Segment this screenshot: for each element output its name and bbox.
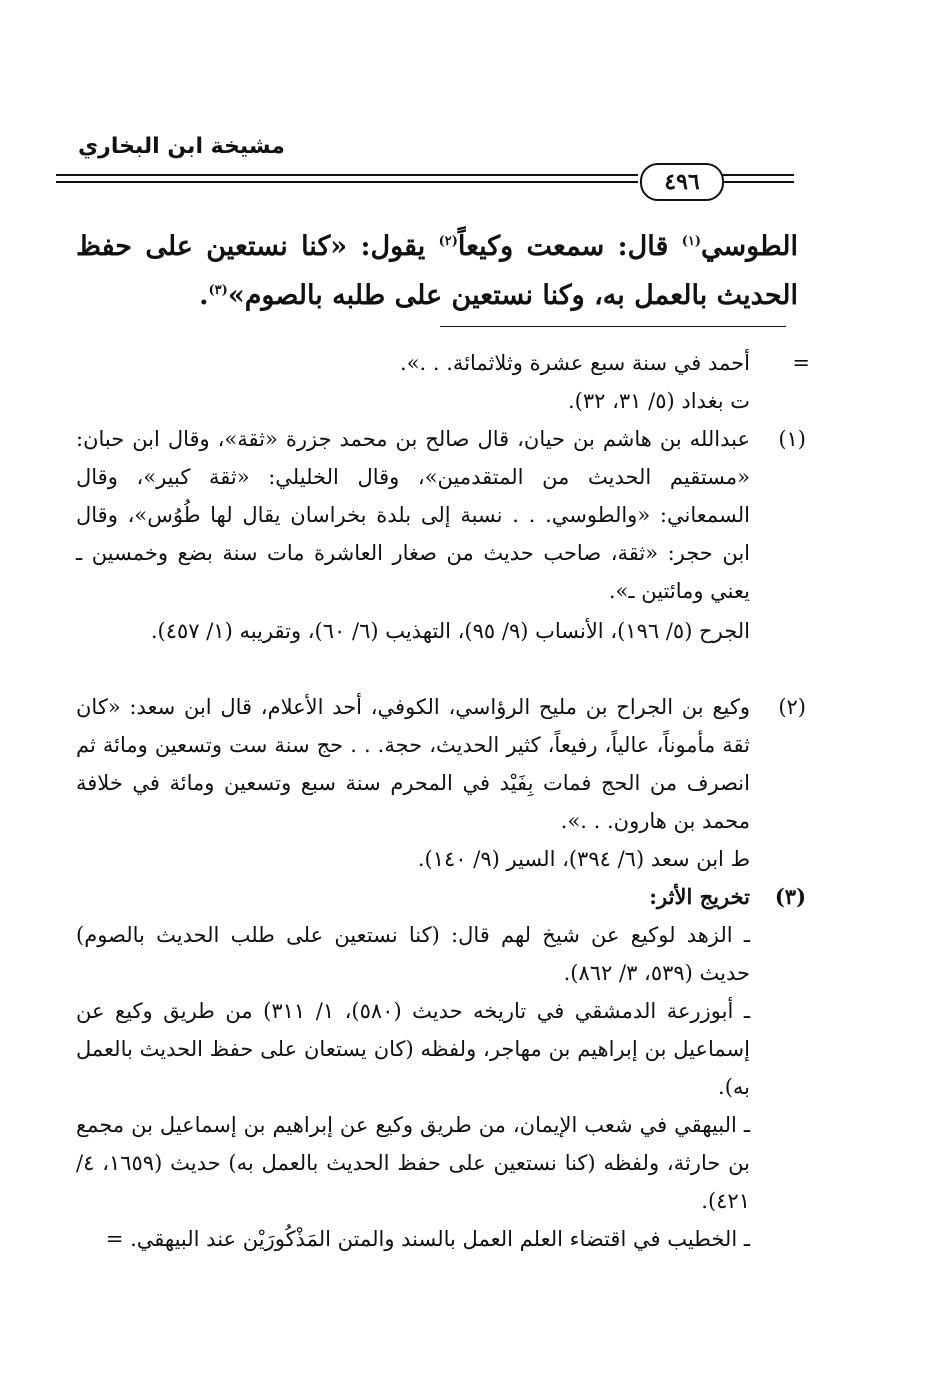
footnote-3-heading: تخريج الأثر:	[649, 884, 750, 909]
footnote-mark-1: (١)	[681, 234, 702, 249]
main-text-part-2: قال: سمعت وكيعاً	[457, 231, 682, 262]
main-text-part-3: يقول: «كنا نستعين على حفظ الحديث بالعمل به، وكنا نستعين على طلبه بالصوم»	[76, 231, 798, 311]
footnote-3-item-3: ـ البيهقي في شعب الإيمان، من طريق وكيع عن إبراهيم بن إسماعيل بن مجمع بن حارثة، ولفظه (كنا نستعين على حفظ الحديث بالعمل به) حديث (١٦٥٩، ٤/ ٤٢١).	[76, 1113, 750, 1213]
main-text-end: .	[199, 280, 209, 311]
footnote-mark-2: (٢)	[438, 234, 458, 249]
continuation-line-1: أحمد في سنة سبع عشرة وثلاثمائة. . .».	[400, 351, 750, 375]
footnote-2-number: (٢)	[778, 695, 806, 719]
continuation-line-2: ت بغداد (٥/ ٣١، ٣٢).	[568, 389, 750, 413]
header-rule-bottom	[56, 181, 638, 183]
footnote-2-text: وكيع بن الجراح بن مليح الرؤاسي، الكوفي، أحد الأعلام، قال ابن سعد: «كان ثقة مأموناً، عالياً، رفيعاً، كثير الحديث، حجة. . . حج سنة ست وتسعين ومائة ثم انصرف من الحج فمات بِفَيْد في المحرم سنة سبع وتسعين ومائة في خلافة محمد بن هارون. . .».	[76, 695, 750, 833]
running-title: مشيخة ابن البخاري	[78, 134, 285, 159]
footnote-3-item-4: ـ الخطيب في اقتضاء العلم العمل بالسند والمتن المَذْكُورَيْن عند البيهقي. =	[105, 1227, 750, 1251]
page-number: ٤٩٦	[640, 163, 724, 201]
footnote-1-number: (١)	[778, 427, 806, 451]
header-rule-right-bottom	[722, 181, 794, 183]
continuation-marker: =	[792, 351, 810, 375]
footnote-3-item-2: ـ أبوزرعة الدمشقي في تاريخه حديث (٥٨٠)، ١/ ٣١١) من طريق وكيع عن إسماعيل بن إبراهيم بن مهاجر، ولفظه (كان يستعان على حفظ الحديث بالعمل به).	[76, 999, 750, 1099]
footnote-2-refs: ط ابن سعد (٦/ ٣٩٤)، السير (٩/ ١٤٠).	[417, 847, 750, 871]
header-rule-right-top	[722, 174, 794, 176]
footnote-3-number: (٣)	[774, 884, 806, 909]
footnote-1-refs: الجرح (٥/ ١٩٦)، الأنساب (٩/ ٩٥)، التهذيب (٦/ ٦٠)، وتقريبه (١/ ٤٥٧).	[150, 619, 750, 643]
footnote-1-text: عبدالله بن هاشم بن حيان، قال صالح بن محمد جزرة «ثقة»، وقال ابن حبان: «مستقيم الحديث من المتقدمين»، وقال الخليلي: «ثقة كبير»، وقال السمعاني: «والطوسي. . . نسبة إلى بلدة بخراسان يقال لها طُوُس»، وقال ابن حجر: «ثقة، صاحب حديث من صغار العاشرة مات سنة بضع وخمسين ـ يعني ومائتين ـ».	[76, 427, 750, 603]
main-text	[76, 222, 798, 320]
footnote-mark-3: (٣)	[208, 283, 228, 298]
footnote-separator	[440, 326, 786, 327]
header-rule-top	[56, 174, 638, 176]
main-text-part-1: الطوسي	[701, 231, 798, 262]
footnote-3-item-1: ـ الزهد لوكيع عن شيخ لهم قال: (كنا نستعين على طلب الحديث بالصوم) حديث (٥٣٩، ٣/ ٨٦٢).	[76, 923, 750, 985]
